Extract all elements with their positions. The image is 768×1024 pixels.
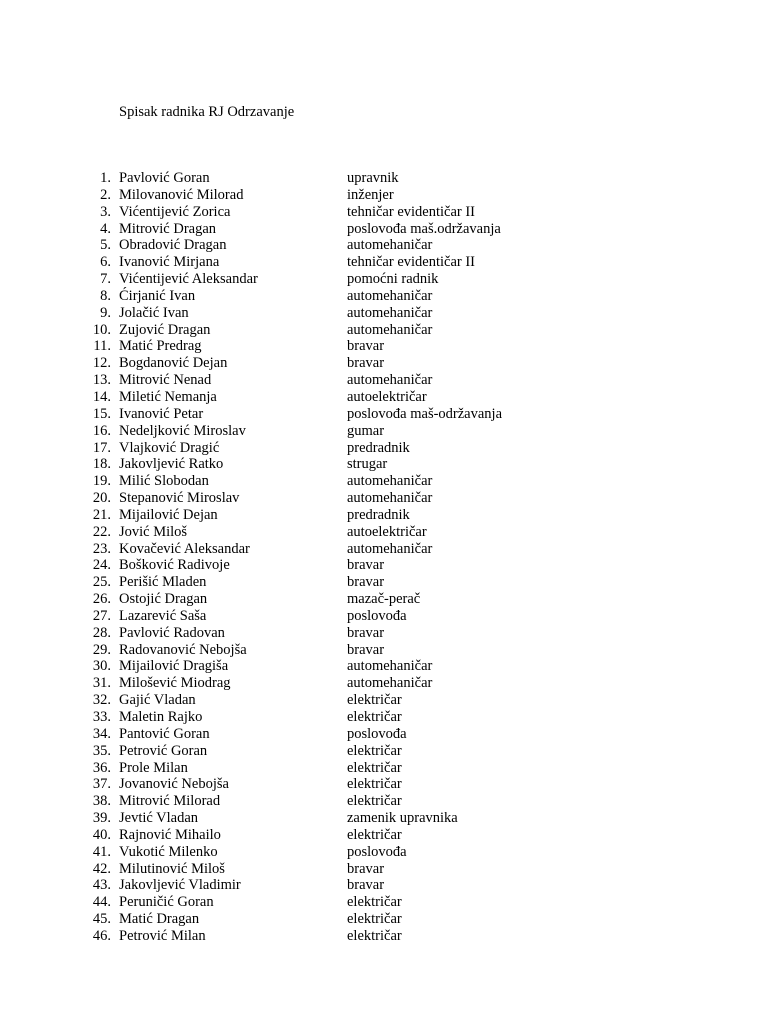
row-number: 17. — [92, 439, 111, 456]
employee-role: mazač-perač — [347, 591, 421, 608]
employee-role: bravar — [347, 624, 385, 641]
employee-role: poslovođa maš-održavanja — [347, 405, 503, 422]
row-number: 29. — [92, 641, 111, 658]
employee-name: Vićentijević Zorica — [119, 203, 231, 220]
employee-row — [0, 574, 768, 591]
employee-row — [0, 760, 768, 777]
employee-row — [0, 827, 768, 844]
row-number: 37. — [92, 776, 111, 793]
row-number: 10. — [92, 321, 111, 338]
employee-role: automehaničar — [347, 490, 433, 507]
employee-role: automehaničar — [347, 372, 433, 389]
employee-row — [0, 338, 768, 355]
employee-role: električar — [347, 776, 402, 793]
employee-row — [0, 372, 768, 389]
row-number: 40. — [92, 826, 111, 843]
employee-row — [0, 726, 768, 743]
employee-role: bravar — [347, 355, 385, 372]
row-number: 36. — [92, 759, 111, 776]
employee-name: Radovanović Nebojša — [119, 641, 247, 658]
employee-role: električar — [347, 894, 402, 911]
employee-name: Peruničić Goran — [119, 894, 214, 911]
row-number: 31. — [92, 675, 111, 692]
employee-role: automehaničar — [347, 675, 433, 692]
row-number: 7. — [100, 271, 111, 288]
employee-name: Vlajković Dragić — [119, 439, 220, 456]
employee-name: Jovanović Nebojša — [119, 776, 229, 793]
row-number: 30. — [92, 658, 111, 675]
employee-row — [0, 608, 768, 625]
employee-row — [0, 490, 768, 507]
employee-name: Petrović Goran — [119, 742, 208, 759]
employee-row — [0, 557, 768, 574]
row-number: 19. — [92, 473, 111, 490]
employee-row — [0, 507, 768, 524]
row-number: 22. — [92, 523, 111, 540]
row-number: 27. — [92, 607, 111, 624]
employee-role: električar — [347, 826, 402, 843]
employee-row — [0, 271, 768, 288]
employee-name: Prole Milan — [119, 759, 188, 776]
row-number: 32. — [92, 692, 111, 709]
employee-name: Vićentijević Aleksandar — [119, 271, 258, 288]
employee-role: predradnik — [347, 506, 410, 523]
employee-row — [0, 541, 768, 558]
employee-role: automehaničar — [347, 658, 433, 675]
employee-name: Pavlović Goran — [119, 170, 210, 186]
row-number: 3. — [100, 203, 111, 220]
employee-role: električar — [347, 692, 402, 709]
employee-role: električar — [347, 759, 402, 776]
employee-row — [0, 877, 768, 894]
employee-row — [0, 692, 768, 709]
employee-role: bravar — [347, 641, 385, 658]
employee-name: Mitrović Dragan — [119, 220, 217, 237]
employee-role: automehaničar — [347, 540, 433, 557]
employee-row — [0, 911, 768, 928]
employee-name: Ćirjanić Ivan — [119, 287, 196, 304]
employee-name: Kovačević Aleksandar — [119, 540, 250, 557]
employee-name: Matić Dragan — [119, 911, 200, 928]
employee-name: Obradović Dragan — [119, 237, 227, 254]
employee-row — [0, 305, 768, 322]
employee-role: električar — [347, 709, 402, 725]
employee-name: Nedeljković Miroslav — [119, 422, 246, 439]
employee-row — [0, 810, 768, 827]
employee-row — [0, 406, 768, 423]
employee-role: automehaničar — [347, 304, 433, 321]
row-number: 9. — [100, 304, 111, 321]
row-number: 35. — [92, 742, 111, 759]
employee-row — [0, 658, 768, 675]
row-number: 20. — [92, 490, 111, 507]
employee-row — [0, 642, 768, 659]
employee-name: Petrović Milan — [119, 927, 206, 944]
employee-name: Bošković Radivoje — [119, 557, 230, 574]
employee-name: Jakovljević Ratko — [119, 456, 224, 473]
employee-name: Miletić Nemanja — [119, 388, 217, 405]
employee-row — [0, 456, 768, 473]
employee-role: predradnik — [347, 439, 410, 456]
row-number: 14. — [92, 388, 111, 405]
employee-role: automehaničar — [347, 237, 433, 254]
employee-row — [0, 928, 768, 945]
employee-name: Mijailović Dragiša — [119, 658, 229, 675]
employee-role: bravar — [347, 860, 385, 877]
employee-role: gumar — [347, 422, 385, 439]
employee-row — [0, 187, 768, 204]
row-number: 34. — [92, 725, 111, 742]
employee-row — [0, 440, 768, 457]
employee-role: električar — [347, 927, 402, 944]
row-number: 1. — [100, 170, 111, 186]
employee-name: Lazarević Saša — [119, 607, 207, 624]
employee-name: Milovanović Milorad — [119, 186, 244, 203]
employee-row — [0, 204, 768, 221]
employee-name: Ostojić Dragan — [119, 591, 208, 608]
employee-row — [0, 591, 768, 608]
row-number: 16. — [92, 422, 111, 439]
employee-role: poslovođa — [347, 843, 407, 860]
row-number: 11. — [93, 338, 111, 355]
row-number: 8. — [100, 287, 111, 304]
employee-name: Zujović Dragan — [119, 321, 211, 338]
employee-role: tehničar evidentičar II — [347, 254, 476, 271]
row-number: 26. — [92, 591, 111, 608]
employee-role: autoelektričar — [347, 388, 427, 405]
employee-row — [0, 894, 768, 911]
employee-name: Maletin Rajko — [119, 709, 203, 725]
row-number: 13. — [92, 372, 111, 389]
employee-name: Matić Predrag — [119, 338, 202, 355]
employee-list — [0, 170, 768, 945]
employee-role: bravar — [347, 877, 385, 894]
employee-role: bravar — [347, 574, 385, 591]
row-number: 42. — [92, 860, 111, 877]
employee-name: Gajić Vladan — [119, 692, 196, 709]
employee-name: Mitrović Nenad — [119, 372, 212, 389]
row-number: 24. — [92, 557, 111, 574]
employee-name: Ivanović Petar — [119, 405, 204, 422]
employee-row — [0, 709, 768, 726]
employee-row — [0, 743, 768, 760]
employee-name: Mitrović Milorad — [119, 793, 221, 810]
employee-row — [0, 221, 768, 238]
employee-row — [0, 237, 768, 254]
employee-row — [0, 776, 768, 793]
employee-name: Milić Slobodan — [119, 473, 209, 490]
employee-row — [0, 423, 768, 440]
row-number: 6. — [100, 254, 111, 271]
employee-name: Jevtić Vladan — [119, 810, 199, 827]
row-number: 46. — [92, 927, 111, 944]
employee-name: Milutinović Miloš — [119, 860, 225, 877]
employee-role: bravar — [347, 338, 385, 355]
employee-name: Rajnović Mihailo — [119, 826, 221, 843]
row-number: 21. — [92, 506, 111, 523]
employee-name: Perišić Mladen — [119, 574, 207, 591]
employee-name: Vukotić Milenko — [119, 843, 218, 860]
row-number: 23. — [92, 540, 111, 557]
row-number: 12. — [92, 355, 111, 372]
employee-row — [0, 844, 768, 861]
employee-role: električar — [347, 911, 402, 928]
employee-role: automehaničar — [347, 473, 433, 490]
row-number: 28. — [92, 624, 111, 641]
employee-role: poslovođa — [347, 607, 407, 624]
row-number: 25. — [92, 574, 111, 591]
employee-role: električar — [347, 793, 402, 810]
employee-role: upravnik — [347, 170, 399, 186]
employee-name: Bogdanović Dejan — [119, 355, 228, 372]
employee-role: automehaničar — [347, 321, 433, 338]
employee-row — [0, 355, 768, 372]
employee-row — [0, 625, 768, 642]
employee-row — [0, 322, 768, 339]
row-number: 5. — [100, 237, 111, 254]
row-number: 43. — [92, 877, 111, 894]
employee-role: autoelektričar — [347, 523, 427, 540]
employee-role: automehaničar — [347, 287, 433, 304]
employee-name: Ivanović Mirjana — [119, 254, 220, 271]
employee-row — [0, 793, 768, 810]
employee-name: Jolačić Ivan — [119, 304, 189, 321]
employee-role: električar — [347, 742, 402, 759]
row-number: 38. — [92, 793, 111, 810]
employee-row — [0, 254, 768, 271]
employee-name: Jakovljević Vladimir — [119, 877, 241, 894]
employee-name: Jović Miloš — [119, 523, 188, 540]
row-number: 2. — [100, 186, 111, 203]
employee-role: bravar — [347, 557, 385, 574]
employee-role: poslovođa — [347, 725, 407, 742]
row-number: 39. — [92, 810, 111, 827]
document-title: Spisak radnika RJ Odrzavanje — [119, 104, 295, 120]
employee-name: Stepanović Miroslav — [119, 490, 240, 507]
employee-role: poslovođa maš.održavanja — [347, 220, 501, 237]
row-number: 33. — [92, 709, 111, 725]
employee-role: zamenik upravnika — [347, 810, 458, 827]
row-number: 15. — [92, 405, 111, 422]
row-number: 44. — [92, 894, 111, 911]
row-number: 18. — [92, 456, 111, 473]
employee-row — [0, 473, 768, 490]
employee-name: Milošević Miodrag — [119, 675, 231, 692]
employee-name: Mijailović Dejan — [119, 506, 218, 523]
employee-name: Pavlović Radovan — [119, 624, 225, 641]
employee-row — [0, 389, 768, 406]
employee-role: inženjer — [347, 186, 394, 203]
row-number: 45. — [92, 911, 111, 928]
employee-name: Pantović Goran — [119, 725, 210, 742]
employee-role: strugar — [347, 456, 388, 473]
employee-role: tehničar evidentičar II — [347, 203, 476, 220]
employee-row — [0, 288, 768, 305]
employee-row — [0, 170, 768, 187]
employee-row — [0, 524, 768, 541]
row-number: 4. — [100, 220, 111, 237]
row-number: 41. — [92, 843, 111, 860]
employee-role: pomoćni radnik — [347, 271, 439, 288]
employee-row — [0, 675, 768, 692]
employee-row — [0, 861, 768, 878]
